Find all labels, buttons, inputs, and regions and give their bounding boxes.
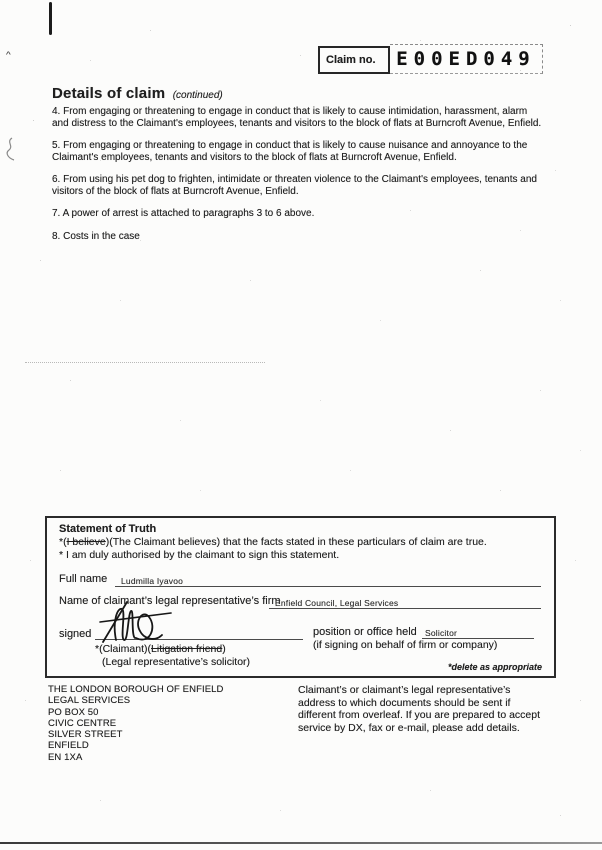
statement-of-truth-title: Statement of Truth [59, 523, 157, 535]
address-line: EN 1XA [48, 751, 83, 763]
statement-believes-line [59, 536, 487, 548]
believes-prefix: *( [59, 536, 67, 548]
claim-paragraph-6: 6. From using his pet dog to frighten, intimidate or threaten violence to the Claimant's employees, tenants and visitors of the block of flats at Burncroft Avenue, Enfield. [52, 174, 537, 197]
claimant-litigation-line [95, 643, 226, 655]
believes-struck-text: I believe [66, 536, 106, 548]
claim-paragraph-5: 5. From engaging or threatening to engage in conduct that is likely to cause nuisance and annoyance to the Claimant's employees, tenants and visitors to the block of flats at Burncroft Avenue, Enfield. [52, 140, 528, 163]
address-line: SILVER STREET [48, 729, 123, 741]
address-line: THE LONDON BOROUGH OF ENFIELD [48, 684, 224, 695]
claimant-address-block [48, 684, 224, 763]
scan-artifact-faint-line [25, 362, 265, 363]
scan-artifact-squiggle [2, 136, 22, 162]
claim-paragraphs [52, 106, 544, 253]
claim-paragraph-4: 4. From engaging or threatening to engage in conduct that is likely to cause intimidation, harassment, alarm and distress to the Claimant's employees, tenants and visitors to the block of flats at Burncroft Avenue, Enfield. [52, 106, 542, 129]
address-line: PO BOX 50 [48, 706, 99, 718]
scan-artifact-bottom-edge [0, 842, 602, 844]
position-value: Solicitor [425, 628, 458, 638]
claim-no-label: Claim no. [318, 46, 390, 74]
section-header [52, 85, 223, 103]
claimant-suffix: ) [222, 643, 226, 655]
signature [97, 598, 177, 646]
page-title: Details of claim [52, 85, 166, 102]
claim-paragraph-7: 7. A power of arrest is attached to paragraphs 3 to 6 above. [52, 208, 315, 219]
full-name-value: Ludmilla Iyavoo [121, 576, 184, 586]
firm-value: Enfield Council, Legal Services [275, 598, 399, 608]
firm-underline [269, 608, 541, 609]
position-note: (if signing on behalf of firm or company) [313, 639, 498, 651]
scan-artifact-caret-mark: ^ [6, 51, 11, 60]
address-line: ENFIELD [48, 740, 89, 752]
believes-suffix: )(The Claimant believes) that the facts stated in these particulars of claim are true. [105, 536, 487, 548]
delete-as-appropriate-note: *delete as appropriate [447, 662, 542, 672]
page-subtitle: (continued) [172, 90, 223, 101]
address-line: CIVIC CENTRE [48, 717, 117, 729]
legal-representative-line: (Legal representative’s solicitor) [102, 656, 251, 668]
firm-label: Name of claimant’s legal representative’s firm [59, 595, 281, 607]
service-address-instructions: Claimant’s or claimant’s legal representative’s address to which documents should be sent if different from overleaf. If you are prepared to accept service by DX, fax or e-mail, please add details. [298, 684, 541, 734]
position-label: position or office held [313, 626, 417, 638]
address-line: LEGAL SERVICES [48, 695, 131, 707]
full-name-label: Full name [59, 573, 108, 585]
signed-label: signed [59, 628, 92, 640]
scan-noise-specks [0, 0, 1, 1]
authorised-line: * I am duly authorised by the claimant to sign this statement. [59, 549, 340, 561]
statement-of-truth-box [45, 516, 556, 678]
litigation-friend-struck: Litigation friend [151, 643, 223, 655]
full-name-underline [115, 586, 541, 587]
claim-no-value: E00ED049 [390, 44, 543, 74]
claim-paragraph-8: 8. Costs in the case [52, 230, 140, 242]
claimant-prefix: *(Claimant)( [95, 643, 152, 655]
scan-artifact-vertical-mark [49, 2, 52, 35]
